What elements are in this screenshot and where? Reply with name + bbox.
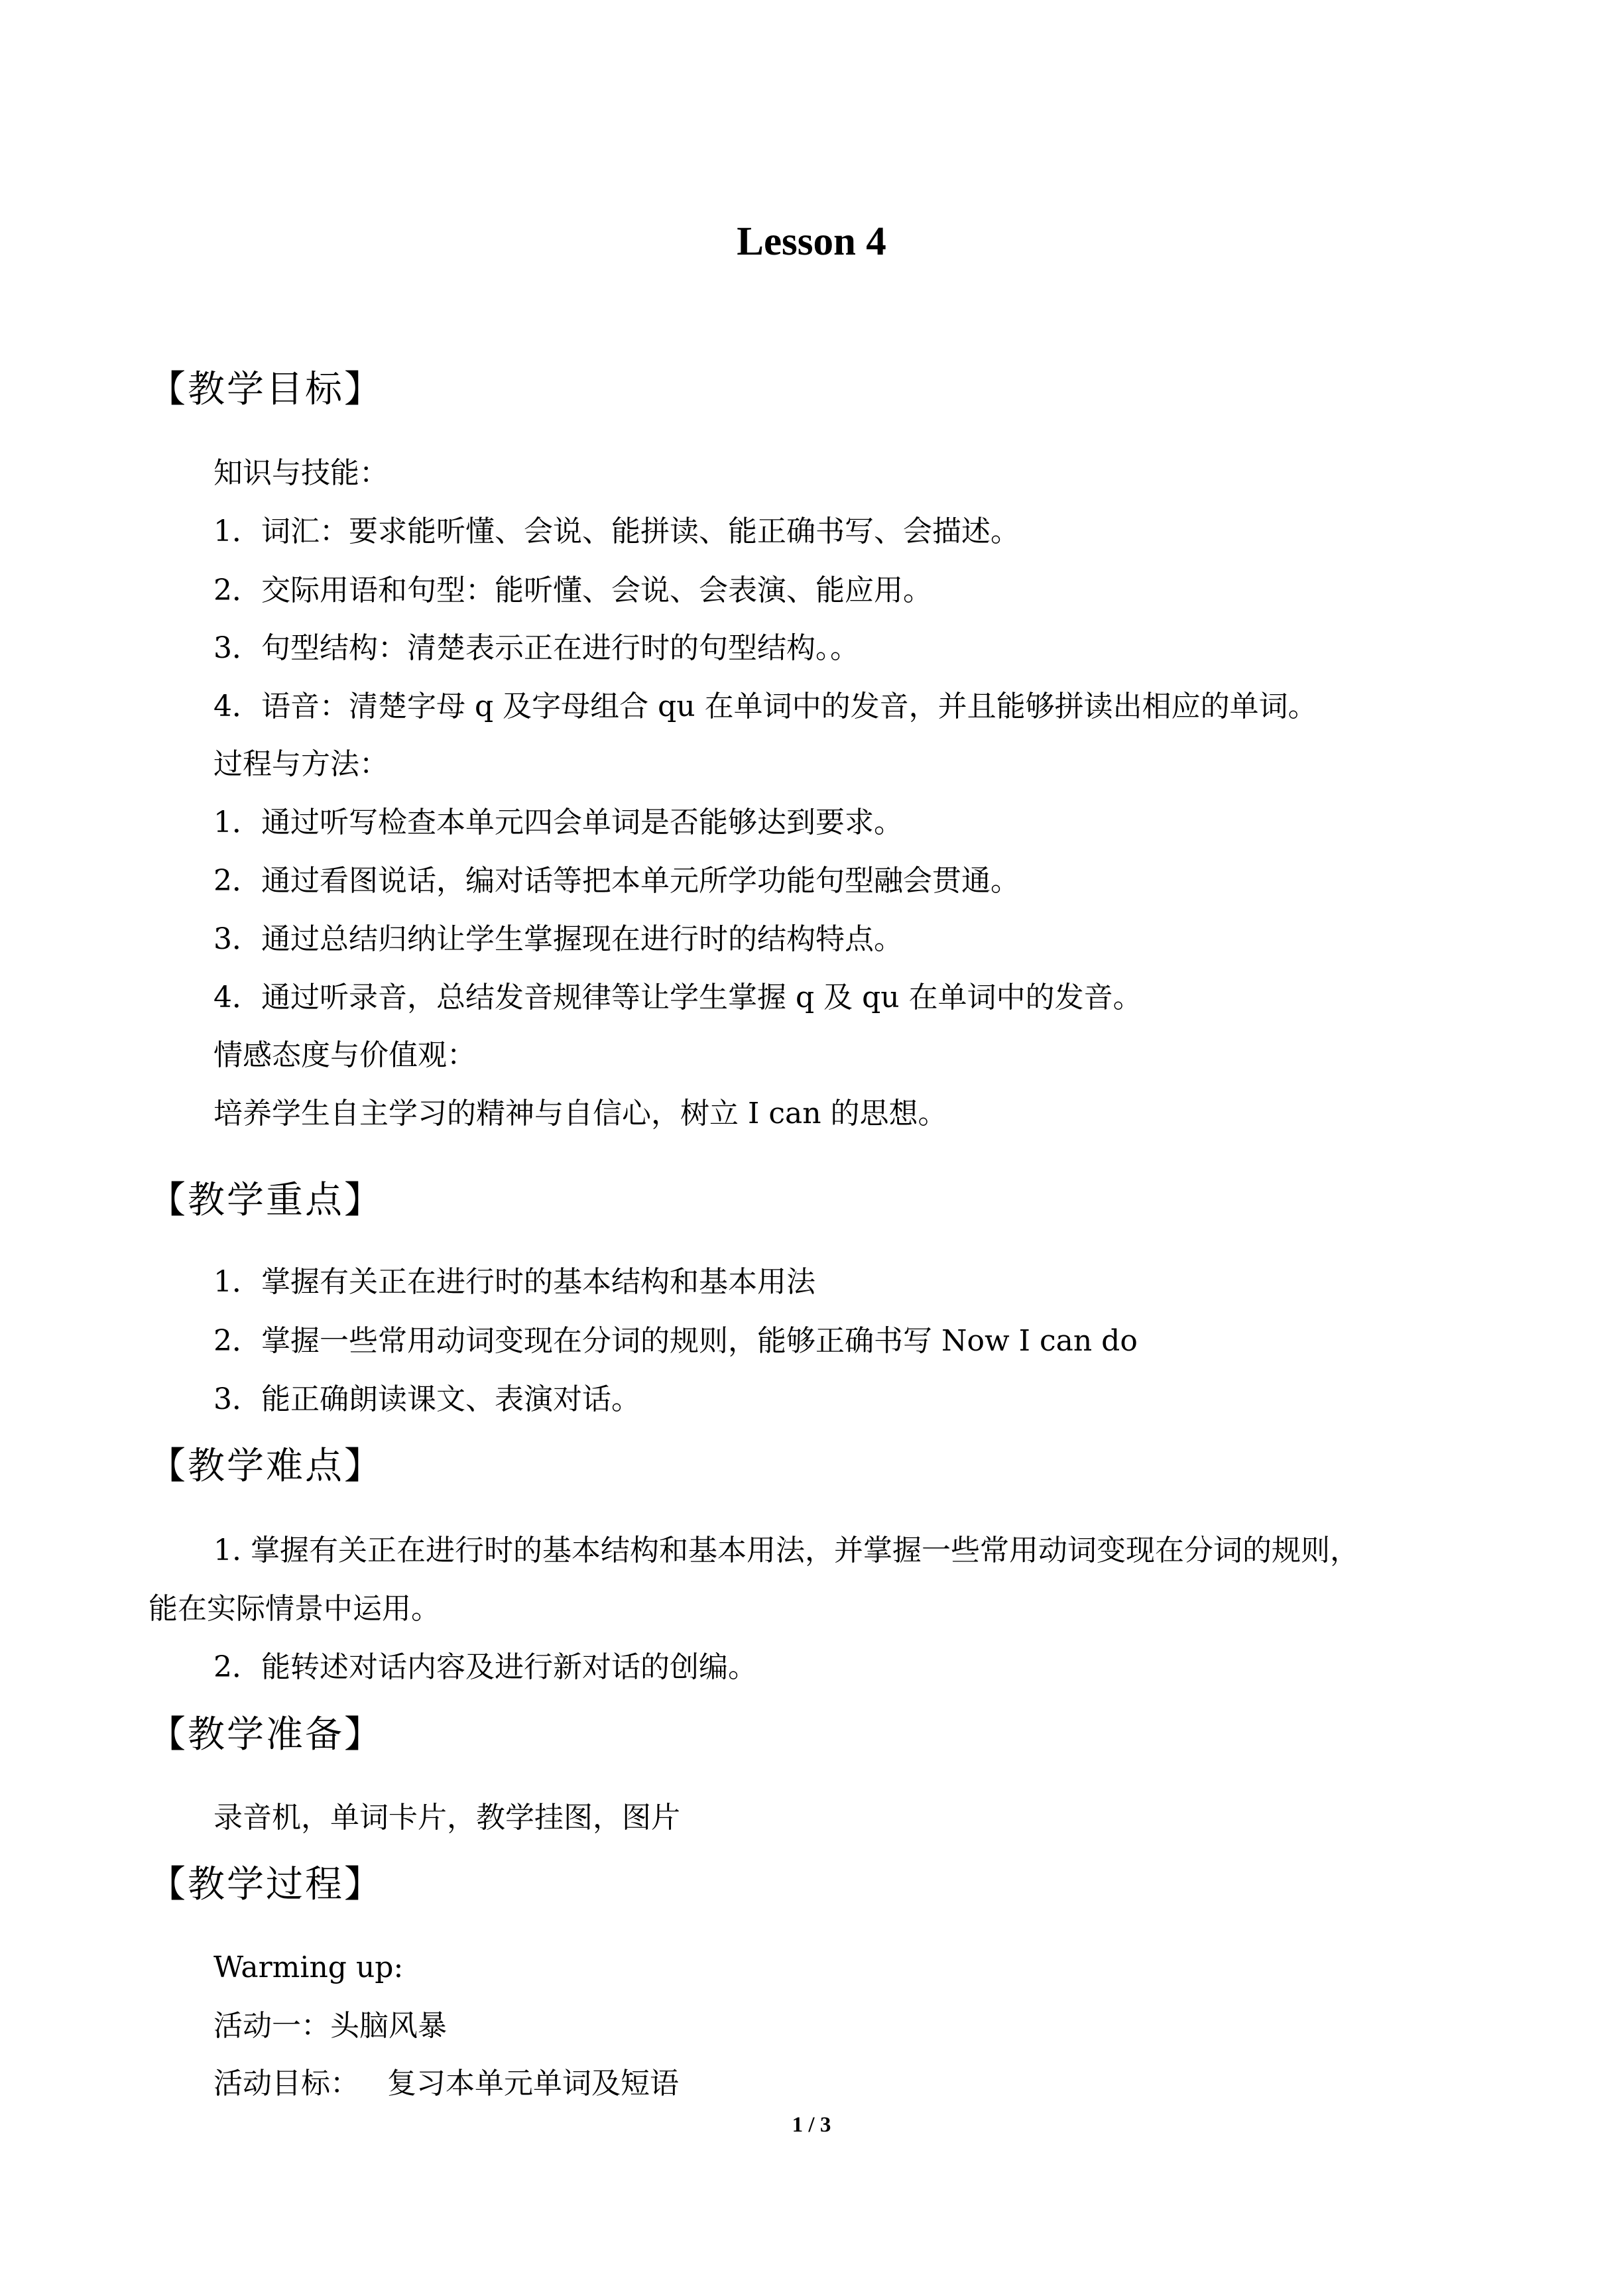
difficulties-line: 2．能转述对话内容及进行新对话的创编。 bbox=[213, 1650, 757, 1684]
process-line: 活动一：头脑风暴 bbox=[213, 2009, 447, 2043]
objectives-line: 2．通过看图说话，编对话等把本单元所学功能句型融会贯通。 bbox=[213, 864, 1020, 898]
process-line: 活动目标： 复习本单元单词及短语 bbox=[213, 2067, 679, 2100]
difficulties-line: 1. 掌握有关正在进行时的基本结构和基本用法，并掌握一些常用动词变现在分词的规则， bbox=[213, 1534, 1359, 1567]
difficulties-line: 能在实际情景中运用。 bbox=[149, 1592, 440, 1626]
objectives-line: 3．句型结构：清楚表示正在进行时的句型结构。。 bbox=[213, 631, 859, 665]
section-heading-difficulties: 【教学难点】 bbox=[149, 1445, 383, 1488]
process-line: Warming up: bbox=[213, 1951, 404, 1984]
objectives-line: 情感态度与价值观： bbox=[213, 1038, 476, 1072]
objectives-line: 3．通过总结归纳让学生掌握现在进行时的结构特点。 bbox=[213, 922, 903, 956]
key-points-line: 2．掌握一些常用动词变现在分词的规则，能够正确书写 Now I can do bbox=[213, 1324, 1138, 1358]
key-points-line: 1．掌握有关正在进行时的基本结构和基本用法 bbox=[213, 1265, 815, 1299]
objectives-line: 1．词汇：要求能听懂、会说、能拼读、能正确书写、会描述。 bbox=[213, 514, 1020, 548]
objectives-line: 1．通过听写检查本单元四会单词是否能够达到要求。 bbox=[213, 806, 903, 839]
objectives-line: 培养学生自主学习的精神与自信心，树立 I can 的思想。 bbox=[213, 1097, 947, 1130]
section-heading-key-points: 【教学重点】 bbox=[149, 1179, 383, 1222]
objectives-line: 4．通过听录音，总结发音规律等让学生掌握 q 及 qu 在单词中的发音。 bbox=[213, 981, 1142, 1014]
lesson-title: Lesson 4 bbox=[737, 219, 886, 264]
page-number: 1 / 3 bbox=[792, 2113, 831, 2137]
objectives-line: 4．语音：清楚字母 q 及字母组合 qu 在单词中的发音，并且能够拼读出相应的单词。 bbox=[213, 690, 1317, 723]
objectives-line: 2．交际用语和句型：能听懂、会说、会表演、能应用。 bbox=[213, 574, 932, 607]
objectives-line: 知识与技能： bbox=[213, 456, 389, 490]
section-heading-preparation: 【教学准备】 bbox=[149, 1713, 383, 1756]
objectives-line: 过程与方法： bbox=[213, 747, 389, 781]
key-points-line: 3．能正确朗读课文、表演对话。 bbox=[213, 1382, 640, 1416]
preparation-line: 录音机，单词卡片，教学挂图，图片 bbox=[213, 1801, 680, 1835]
section-heading-objectives: 【教学目标】 bbox=[149, 368, 383, 411]
section-heading-process: 【教学过程】 bbox=[149, 1863, 383, 1906]
